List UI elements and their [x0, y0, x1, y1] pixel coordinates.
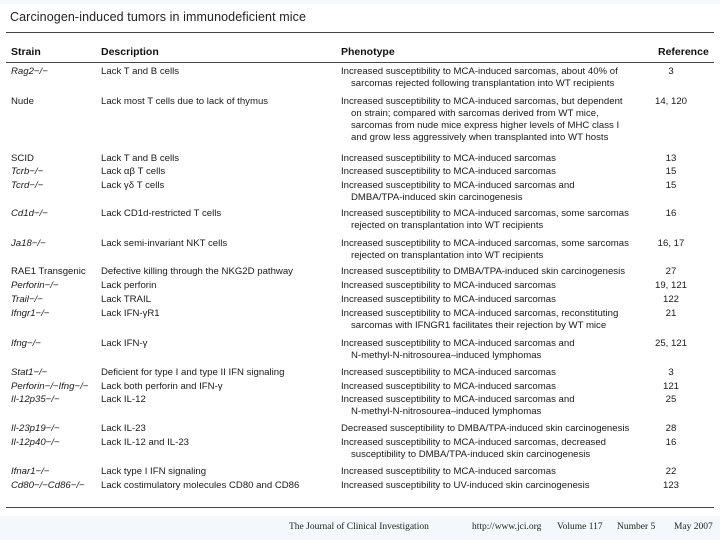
- description-cell: Lack most T cells due to lack of thymus: [101, 96, 269, 107]
- phenotype-line: Increased susceptibility to DMBA/TPA-induced skin carcinogenesis: [341, 266, 626, 277]
- strain-cell: Cd80−/−Cd86−/−: [11, 480, 85, 491]
- strain-cell: Stat1−/−: [11, 367, 48, 378]
- strain-cell: Ifnar1−/−: [11, 466, 50, 477]
- reference-cell: 15: [665, 166, 677, 177]
- footer-number: Number 5: [617, 522, 656, 532]
- strain-cell: Tcrb−/−: [11, 166, 44, 177]
- strain-cell: Ifng−/−: [11, 338, 41, 349]
- phenotype-line: DMBA/TPA-induced skin carcinogenesis: [351, 192, 523, 203]
- description-cell: Lack T and B cells: [101, 66, 180, 77]
- description-cell: Lack γδ T cells: [101, 180, 165, 191]
- reference-cell: 16, 17: [657, 238, 685, 249]
- phenotype-line: Increased susceptibility to MCA-induced sarcomas: [341, 166, 556, 177]
- strain-cell: SCID: [11, 153, 34, 164]
- reference-cell: 28: [665, 423, 677, 434]
- phenotype-cell: [341, 294, 556, 306]
- phenotype-line: Decreased susceptibility to DMBA/TPA-induced skin carcinogenesis: [341, 423, 630, 434]
- description-cell: Lack IL-12: [101, 394, 146, 405]
- reference-cell: 19, 121: [654, 280, 687, 291]
- phenotype-cell: [341, 338, 575, 362]
- table-panel: [0, 4, 720, 516]
- phenotype-cell: [341, 394, 575, 418]
- reference-cell: 122: [662, 294, 679, 305]
- phenotype-cell: [341, 266, 625, 278]
- footer-volume: Volume 117: [557, 522, 603, 532]
- phenotype-line: rejected on transplantation into WT recipients: [351, 250, 544, 261]
- phenotype-line: Increased susceptibility to MCA-induced sarcomas, but dependent: [341, 96, 623, 107]
- header-strain: Strain: [11, 46, 41, 58]
- header-description: Description: [101, 46, 159, 58]
- header-phenotype: Phenotype: [341, 46, 395, 58]
- phenotype-line: Increased susceptibility to MCA-induced sarcomas: [341, 280, 556, 291]
- strain-cell: Perforin−/−Ifng−/−: [11, 381, 89, 392]
- strain-cell: Il-23p19−/−: [11, 423, 60, 434]
- phenotype-line: N-methyl-N-nitrosourea–induced lymphomas: [351, 406, 542, 417]
- phenotype-line: Increased susceptibility to MCA-induced sarcomas: [341, 367, 556, 378]
- phenotype-line: Increased susceptibility to UV-induced skin carcinogenesis: [341, 480, 590, 491]
- footer-journal: The Journal of Clinical Investigation: [289, 522, 429, 532]
- phenotype-line: Increased susceptibility to MCA-induced sarcomas: [341, 381, 556, 392]
- description-cell: Lack IFN-γ: [101, 338, 148, 349]
- phenotype-cell: [341, 208, 629, 232]
- phenotype-cell: [341, 308, 618, 332]
- strain-cell: Il-12p35−/−: [11, 394, 60, 405]
- reference-cell: 14, 120: [654, 96, 687, 107]
- reference-cell: 3: [668, 367, 674, 378]
- reference-cell: 123: [662, 480, 679, 491]
- strain-cell: Ja18−/−: [11, 238, 46, 249]
- phenotype-cell: [341, 280, 556, 292]
- footer-url: http://www.jci.org: [472, 522, 542, 532]
- phenotype-line: Increased susceptibility to MCA-induced sarcomas: [341, 466, 556, 477]
- phenotype-line: Increased susceptibility to MCA-induced sarcomas, reconstituting: [341, 308, 619, 319]
- phenotype-cell: [341, 423, 629, 435]
- strain-cell: Trail−/−: [11, 294, 43, 305]
- phenotype-line: Increased susceptibility to MCA-induced sarcomas, decreased: [341, 437, 607, 448]
- phenotype-line: and grow less aggressively when transplanted into WT hosts: [351, 132, 609, 143]
- strain-cell: Tcrd−/−: [11, 180, 44, 191]
- description-cell: Lack CD1d-restricted T cells: [101, 208, 222, 219]
- phenotype-line: N-methyl-N-nitrosourea–induced lymphomas: [351, 350, 542, 361]
- reference-cell: 25: [665, 394, 677, 405]
- description-cell: Lack TRAIL: [101, 294, 151, 305]
- description-cell: Lack costimulatory molecules CD80 and CD86: [101, 480, 300, 491]
- description-cell: Defective killing through the NKG2D pathway: [101, 266, 293, 277]
- top-rule: [6, 32, 714, 33]
- description-cell: Deficient for type I and type II IFN signaling: [101, 367, 285, 378]
- header-rule: [6, 62, 714, 63]
- strain-cell: Il-12p40−/−: [11, 437, 60, 448]
- phenotype-cell: [341, 66, 618, 90]
- reference-cell: 21: [665, 308, 677, 319]
- strain-cell: Ifngr1−/−: [11, 308, 50, 319]
- strain-cell: Cd1d−/−: [11, 208, 48, 219]
- phenotype-line: Increased susceptibility to MCA-induced sarcomas, some sarcomas: [341, 208, 629, 219]
- reference-cell: 25, 121: [654, 338, 687, 349]
- reference-cell: 15: [665, 180, 677, 191]
- strain-cell: Rag2−/−: [11, 66, 48, 77]
- phenotype-line: sarcomas from nude mice express higher levels of MHC class I: [351, 120, 620, 131]
- phenotype-cell: [341, 480, 590, 492]
- phenotype-cell: [341, 96, 623, 144]
- strain-cell: Perforin−/−: [11, 280, 59, 291]
- footer-date: May 2007: [674, 522, 713, 532]
- reference-cell: 121: [662, 381, 679, 392]
- phenotype-line: susceptibility to DMBA/TPA-induced skin carcinogenesis: [351, 449, 591, 460]
- strain-cell: RAE1 Transgenic: [11, 266, 86, 277]
- reference-cell: 16: [665, 208, 677, 219]
- phenotype-line: sarcomas rejected following transplantation into WT recipients: [351, 78, 615, 89]
- phenotype-line: on strain; compared with sarcomas derived from WT mice,: [351, 108, 599, 119]
- phenotype-cell: [341, 166, 556, 178]
- reference-cell: 13: [665, 153, 677, 164]
- phenotype-line: Increased susceptibility to MCA-induced sarcomas and: [341, 394, 575, 405]
- bottom-rule: [6, 507, 714, 508]
- phenotype-line: Increased susceptibility to MCA-induced sarcomas and: [341, 180, 575, 191]
- phenotype-line: Increased susceptibility to MCA-induced sarcomas, some sarcomas: [341, 238, 629, 249]
- reference-cell: 16: [665, 437, 677, 448]
- description-cell: Lack αβ T cells: [101, 166, 166, 177]
- header-reference: Reference: [658, 46, 709, 58]
- phenotype-cell: [341, 238, 629, 262]
- reference-cell: 22: [665, 466, 677, 477]
- phenotype-line: Increased susceptibility to MCA-induced sarcomas: [341, 294, 556, 305]
- phenotype-line: sarcomas with IFNGR1 facilitates their rejection by WT mice: [351, 320, 607, 331]
- description-cell: Lack IL-12 and IL-23: [101, 437, 190, 448]
- description-cell: Lack T and B cells: [101, 153, 180, 164]
- description-cell: Lack IL-23: [101, 423, 146, 434]
- phenotype-cell: [341, 180, 575, 204]
- table-title: Carcinogen-induced tumors in immunodeficient mice: [10, 10, 307, 24]
- phenotype-cell: [341, 466, 556, 478]
- phenotype-line: Increased susceptibility to MCA-induced sarcomas: [341, 153, 556, 164]
- description-cell: Lack IFN-γR1: [101, 308, 160, 319]
- phenotype-cell: [341, 153, 556, 165]
- phenotype-line: rejected on transplantation into WT recipients: [351, 220, 544, 231]
- strain-cell: Nude: [11, 96, 34, 107]
- phenotype-cell: [341, 381, 556, 393]
- description-cell: Lack semi-invariant NKT cells: [101, 238, 228, 249]
- reference-cell: 27: [665, 266, 677, 277]
- description-cell: Lack type I IFN signaling: [101, 466, 207, 477]
- description-cell: Lack perforin: [101, 280, 157, 291]
- phenotype-cell: [341, 437, 606, 461]
- reference-cell: 3: [668, 66, 674, 77]
- phenotype-cell: [341, 367, 556, 379]
- description-cell: Lack both perforin and IFN-γ: [101, 381, 223, 392]
- phenotype-line: Increased susceptibility to MCA-induced sarcomas and: [341, 338, 575, 349]
- phenotype-line: Increased susceptibility to MCA-induced sarcomas, about 40% of: [341, 66, 618, 77]
